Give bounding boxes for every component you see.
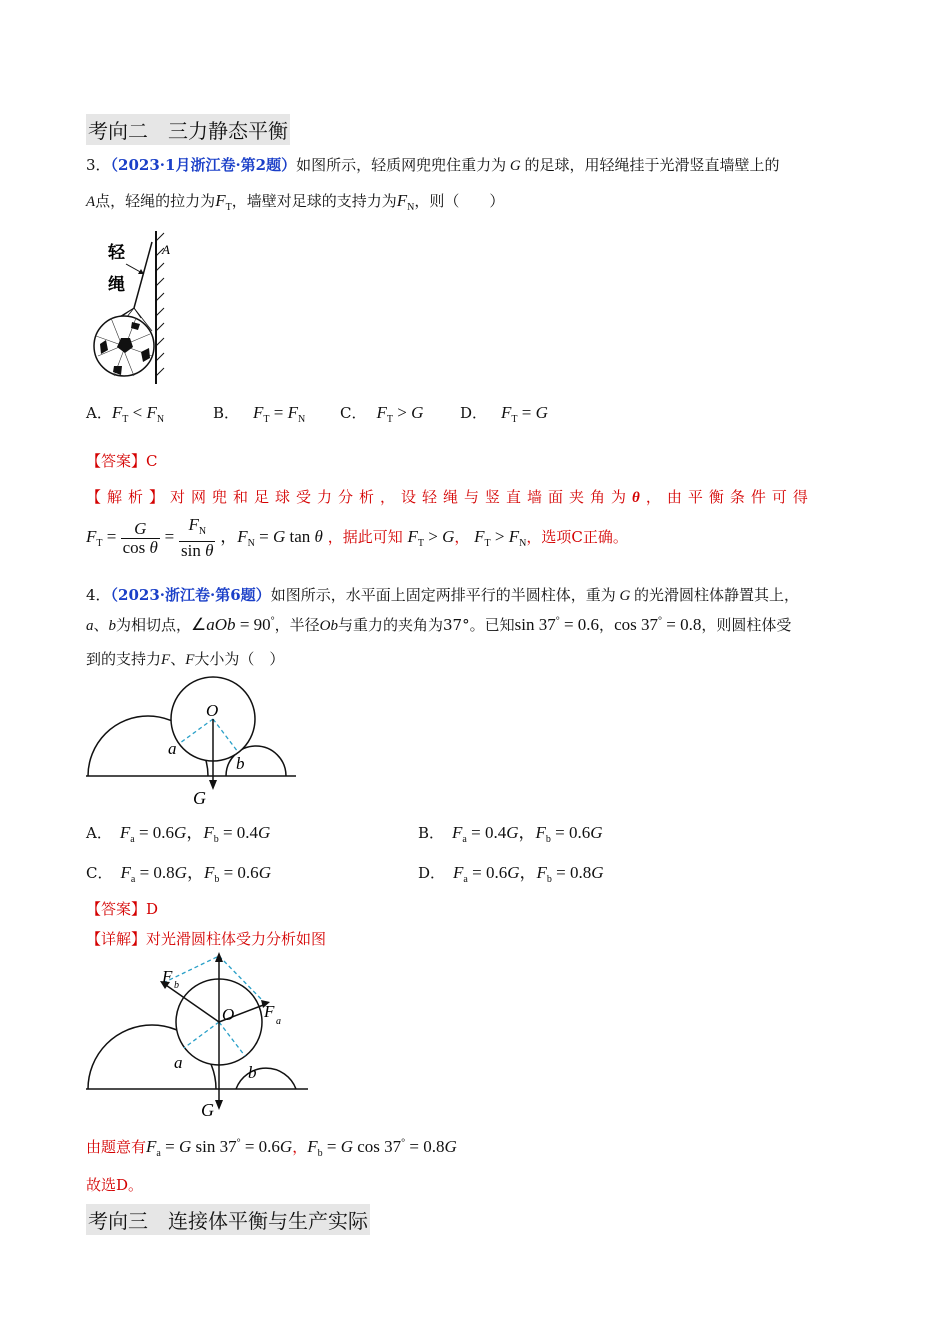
- q3-option-c[interactable]: C． $F_T > G$: [340, 403, 424, 425]
- svg-text:F: F: [264, 1002, 275, 1021]
- q4-option-a[interactable]: A． $F_a = 0.6G$，$F_b = 0.4G$: [86, 823, 271, 845]
- q3-stem-line1: 3．（2023·1月浙江卷·第2题）如图所示，轻质网兜兜住重力为 G 的足球，用轻绳挂于光滑竖直墙壁上的: [86, 156, 780, 174]
- q4-stem-line2: a、b为相切点，∠aOb = 90°，半径Ob与重力的夹角为37°。已知sin 37° = 0.6，cos 37° = 0.8，则圆柱体受: [86, 615, 792, 634]
- svg-text:b: b: [174, 980, 179, 991]
- q4-answer: 【答案】D: [86, 900, 159, 918]
- svg-text:b: b: [236, 754, 245, 773]
- q3-source: （2023·1月浙江卷·第2题）: [110, 156, 297, 174]
- svg-text:a: a: [168, 739, 177, 758]
- q4-detail: 【详解】对光滑圆柱体受力分析如图: [86, 930, 327, 948]
- svg-text:b: b: [248, 1063, 257, 1082]
- q3-analysis-formula: $F_T$ = $\frac{G}{\text{cos θ}}$ = $\frac{F_N}{\text{sin θ}}$ ，$F_N = G$ tan θ ，据此可知 $F_T > G$， $F_T > F_N$，选项C正确。: [86, 515, 628, 560]
- q3-stem-line2: A点，轻绳的拉力为$F_T$，墙壁对足球的支持力为$F_N$，则（ ）: [86, 191, 505, 213]
- svg-text:F: F: [162, 967, 173, 986]
- q4-option-d[interactable]: D． $F_a = 0.6G$，$F_b = 0.8G$: [418, 863, 604, 885]
- q4-option-c[interactable]: C． $F_a = 0.8G$，$F_b = 0.6G$: [86, 863, 271, 885]
- svg-text:O: O: [206, 701, 219, 720]
- q4-final: 故选D。: [86, 1176, 144, 1194]
- q3-fig-label-rope1: 轻: [108, 243, 125, 262]
- q4-option-b[interactable]: B． $F_a = 0.4G$，$F_b = 0.6G$: [418, 823, 603, 845]
- q3-answer: 【答案】C: [86, 452, 158, 470]
- q4-result: 由题意有$F_a = G$ sin 37° = 0.6G，$F_b = G$ cos 37° = 0.8G: [86, 1137, 457, 1159]
- q4-stem-line1: 4．（2023·浙江卷·第6题）如图所示，水平面上固定两排平行的半圆柱体，重为 G 的光滑圆柱体静置其上，: [86, 586, 800, 604]
- section-title-3: 考向三 连接体平衡与生产实际: [86, 1204, 370, 1235]
- q3-figure-ball-net: [86, 226, 181, 386]
- svg-text:a: a: [174, 1053, 183, 1072]
- section-title-2: 考向二 三力静态平衡: [86, 114, 290, 145]
- q3-analysis-line1: 【解析】对网兜和足球受力分析，设轻绳与竖直墙面夹角为θ，由平衡条件可得: [86, 488, 814, 506]
- q4-stem-line3: 到的支持力F、F大小为（ ）: [86, 650, 285, 668]
- q4-source: （2023·浙江卷·第6题）: [110, 586, 271, 604]
- q3-option-b[interactable]: B． $F_T = F_N$: [213, 403, 306, 425]
- q4-figure-cylinders: [86, 676, 301, 808]
- svg-text:G: G: [193, 788, 206, 808]
- q3-fig-label-rope2: 绳: [108, 275, 125, 294]
- svg-text:O: O: [222, 1005, 235, 1024]
- svg-text:G: G: [201, 1100, 214, 1120]
- q4-figure-force-diagram: [86, 952, 314, 1124]
- q3-option-d[interactable]: D． $F_T = G$: [460, 403, 548, 425]
- svg-text:a: a: [276, 1016, 281, 1027]
- q3-fig-label-a: A: [162, 242, 170, 257]
- q3-option-a[interactable]: A．$F_T < F_N$: [86, 403, 165, 425]
